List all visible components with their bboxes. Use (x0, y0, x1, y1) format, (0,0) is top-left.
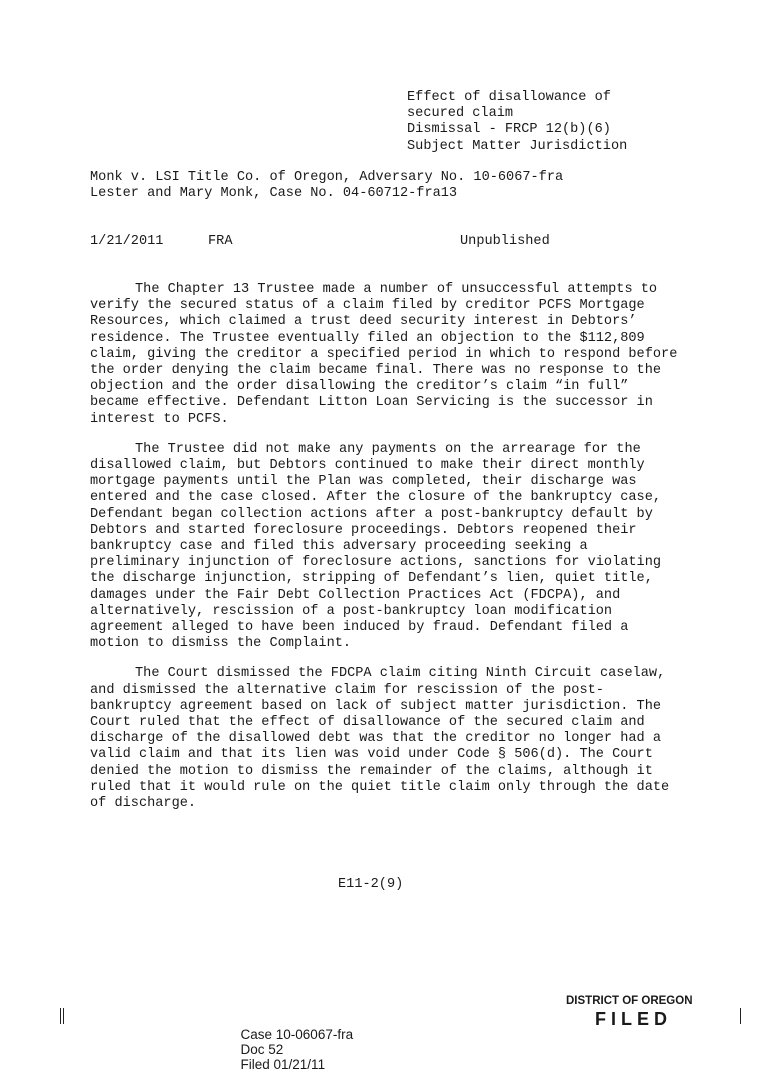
left-margin-rule (60, 1008, 61, 1024)
bankruptcy-caption: Lester and Mary Monk, Case No. 04-60712-fra13 (90, 186, 458, 202)
judge-initials: FRA (208, 234, 233, 249)
case-meta (90, 234, 710, 251)
decision-date: 1/21/2011 (90, 234, 164, 249)
right-margin-rule (740, 1008, 741, 1024)
summary-body (90, 282, 684, 826)
summary-paragraph: The Chapter 13 Trustee made a number of unsuccessful attempts to verify the secured status of a claim filed by creditor PCFS Mortgage Resources, which claimed a trust deed security interest in Debtors’ residence. The Trustee eventually filed an objection to the $112,809 claim, giving the creditor a specified period in which to respond before the order denying the claim became final. There was no response to the objection and the order disallowing the creditor’s claim “in full” became effective. Defendant Litton Loan Servicing is the successor in interest to PCFS. (90, 282, 678, 427)
publication-status: Unpublished (460, 234, 550, 249)
footer-case-number: Case 10-06067-fra (240, 1027, 354, 1042)
footer-doc-number: Doc 52 (240, 1042, 284, 1057)
page-number: E11-2(9) (338, 877, 404, 892)
adversary-caption: Monk v. LSI Title Co. of Oregon, Adversary No. 10-6067-fra (90, 170, 564, 185)
case-caption (90, 170, 710, 202)
topic-line: Effect of disallowance of (407, 90, 611, 105)
topic-line: secured claim (407, 106, 514, 122)
summary-paragraph: The Court dismissed the FDCPA claim citing Ninth Circuit caselaw, and dismissed the alternative claim for rescission of the post-bankruptcy agreement based on lack of subject matter jurisdiction. The Court ruled that the effect of disallowance of the secured claim and discharge of the disallowed debt was that the creditor no longer had a valid claim and that its lien was void under Code § 506(d). The Court denied the motion to dismiss the remainder of the claims, although it ruled that it would rule on the quiet title claim only through the date of discharge. (90, 666, 670, 812)
topic-line: Subject Matter Jurisdiction (407, 138, 628, 154)
left-margin-rule (63, 1008, 64, 1024)
district-stamp: DISTRICT OF OREGON (566, 995, 693, 1007)
topic-line: Dismissal - FRCP 12(b)(6) (407, 122, 611, 138)
filing-footer (233, 1012, 367, 1072)
footer-filed-date: Filed 01/21/11 (240, 1057, 326, 1072)
summary-paragraph: The Trustee did not make any payments on the arrearage for the disallowed claim, but Debtors continued to make their direct monthly mortgage payments until the Plan was completed, their discharge was entered and the case closed. After the closure of the bankruptcy case, Defendant began collection actions after a post-bankruptcy default by Debtors and started foreclosure proceedings. Debtors reopened their bankruptcy case and filed this adversary proceeding seeking a preliminary injunction of foreclosure actions, sanctions for violating the discharge injunction, stripping of Defendant’s lien, quiet title, damages under the Fair Debt Collection Practices Act (FDCPA), and alternatively, rescission of a post-bankruptcy loan modification agreement alleged to have been induced by fraud. Defendant filed a motion to dismiss the Complaint. (90, 441, 662, 652)
filed-stamp: FILED (595, 1009, 672, 1029)
topic-headnotes (407, 90, 747, 155)
